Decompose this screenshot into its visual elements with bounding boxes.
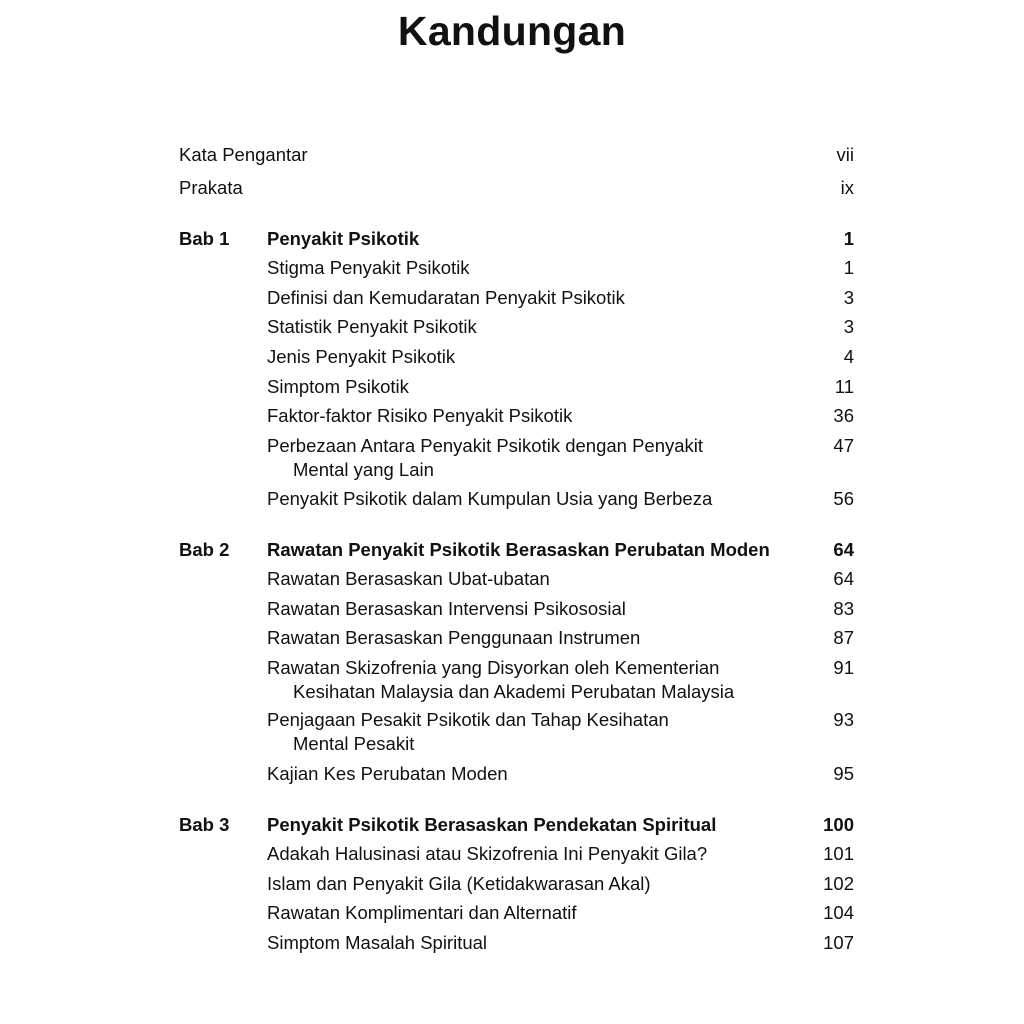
- section-title-line-1: Penjagaan Pesakit Psikotik dan Tahap Kesihatan: [267, 709, 669, 730]
- section-title-line-1: Rawatan Skizofrenia yang Disyorkan oleh Kementerian: [267, 657, 720, 678]
- section-page: 4: [843, 346, 854, 367]
- chapter-label: Bab 3: [179, 814, 230, 835]
- section-title-line-2: Mental Pesakit: [293, 733, 415, 754]
- toc-entry-text: Kata Pengantar: [179, 144, 308, 165]
- section-title: Rawatan Berasaskan Intervensi Psikososial: [267, 598, 626, 619]
- toc-entry-page: vii: [836, 144, 854, 165]
- section-page: 101: [823, 843, 854, 864]
- section-title: Faktor-faktor Risiko Penyakit Psikotik: [267, 405, 573, 426]
- section-page: 3: [843, 316, 854, 337]
- section-page: 95: [833, 763, 854, 784]
- section-title: Statistik Penyakit Psikotik: [267, 316, 477, 337]
- toc-entry-text: Prakata: [179, 177, 243, 198]
- section-page: 11: [834, 376, 854, 397]
- section-page: 93: [833, 709, 854, 730]
- section-page: 47: [833, 435, 854, 456]
- section-page: 1: [843, 257, 854, 278]
- chapter-page: 64: [833, 539, 854, 560]
- chapter-label: Bab 1: [179, 228, 230, 249]
- section-title: Islam dan Penyakit Gila (Ketidakwarasan Akal): [267, 873, 651, 894]
- section-page: 104: [823, 902, 854, 923]
- section-title: Jenis Penyakit Psikotik: [267, 346, 456, 367]
- section-title-line-2: Mental yang Lain: [293, 459, 434, 480]
- section-page: 107: [823, 932, 854, 953]
- section-title-line-2: Kesihatan Malaysia dan Akademi Perubatan Malaysia: [293, 681, 735, 702]
- toc-entry-page: ix: [840, 177, 854, 198]
- section-page: 87: [833, 627, 854, 648]
- section-page: 102: [823, 873, 854, 894]
- chapter-label: Bab 2: [179, 539, 230, 560]
- section-title: Rawatan Berasaskan Penggunaan Instrumen: [267, 627, 641, 648]
- chapter-title: Penyakit Psikotik: [267, 228, 420, 249]
- section-title-line-1: Perbezaan Antara Penyakit Psikotik dengan Penyakit: [267, 435, 704, 456]
- section-page: 64: [833, 568, 854, 589]
- section-title: Penyakit Psikotik dalam Kumpulan Usia yang Berbeza: [267, 488, 713, 509]
- section-page: 83: [833, 598, 854, 619]
- section-page: 3: [843, 287, 854, 308]
- section-title: Rawatan Komplimentari dan Alternatif: [267, 902, 577, 923]
- section-title: Simptom Psikotik: [267, 376, 409, 397]
- page-title: Kandungan: [397, 8, 627, 54]
- section-title: Kajian Kes Perubatan Moden: [267, 763, 508, 784]
- section-page: 56: [833, 488, 854, 509]
- chapter-page: 100: [823, 814, 854, 835]
- section-title: [267, 656, 787, 704]
- section-title: Stigma Penyakit Psikotik: [267, 257, 470, 278]
- section-title: [267, 708, 787, 756]
- chapter-title: Penyakit Psikotik Berasaskan Pendekatan Spiritual: [267, 814, 717, 835]
- section-title: Rawatan Berasaskan Ubat-ubatan: [267, 568, 550, 589]
- section-title: [267, 434, 787, 482]
- section-page: 91: [833, 657, 854, 678]
- section-page: 36: [833, 405, 854, 426]
- section-title: Definisi dan Kemudaratan Penyakit Psikotik: [267, 287, 625, 308]
- chapter-page: 1: [843, 228, 854, 249]
- section-title: Simptom Masalah Spiritual: [267, 932, 488, 953]
- chapter-title: Rawatan Penyakit Psikotik Berasaskan Perubatan Moden: [267, 539, 770, 560]
- section-title: Adakah Halusinasi atau Skizofrenia Ini Penyakit Gila?: [267, 843, 708, 864]
